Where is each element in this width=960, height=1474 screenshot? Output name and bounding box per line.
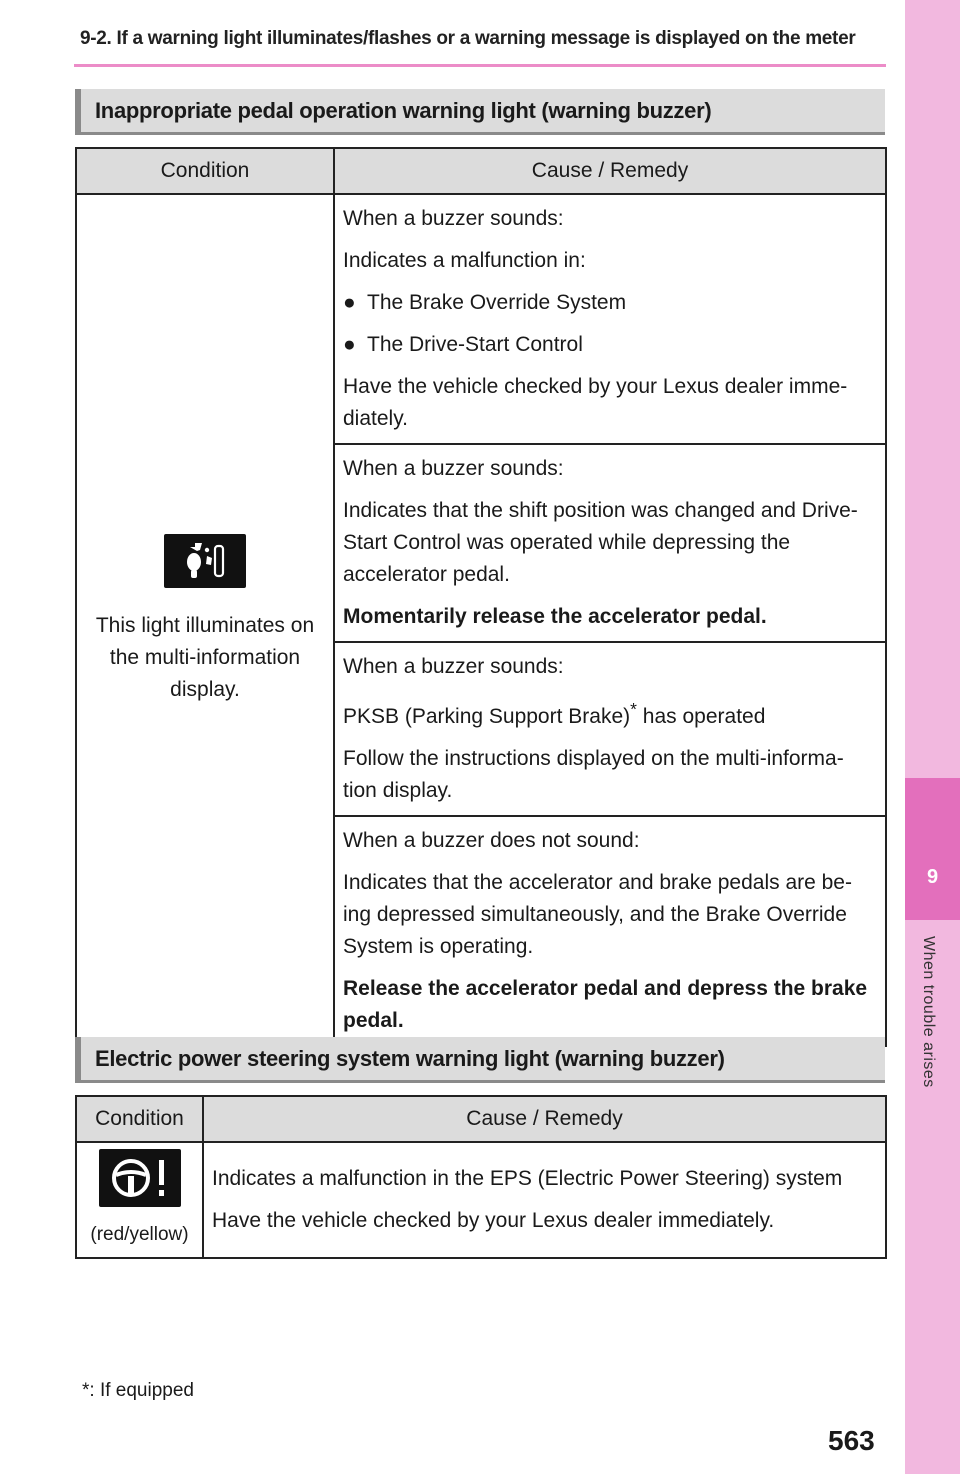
- bullet-text: The Brake Override System: [367, 291, 627, 314]
- bullet-item: [343, 287, 877, 319]
- steering-wheel-warning-icon: [99, 1149, 181, 1207]
- col-header-condition: Condition: [76, 1096, 203, 1142]
- remedy-row-3-line-2: [343, 693, 877, 733]
- eps-remedy-line-2: Have the vehicle checked by your Lexus dealer immediately.: [212, 1209, 775, 1232]
- footnote-marker: *: [630, 699, 637, 719]
- remedy-row-2-line-2: Indicates that the shift position was changed and Drive-Start Control was operated while depressing the accelerator pedal.: [343, 499, 858, 586]
- remedy-row-3-line-3: Follow the instructions displayed on the multi-informa-tion display.: [343, 747, 844, 802]
- bullet-dot-icon: ●: [343, 333, 356, 356]
- col-header-condition: Condition: [76, 148, 334, 194]
- eps-condition-cell: [76, 1142, 203, 1258]
- eps-remedy-cell: [203, 1142, 886, 1258]
- chapter-label: When trouble arises: [920, 936, 937, 1088]
- remedy-row-1-line-1: When a buzzer sounds:: [343, 207, 564, 230]
- chapter-tab-highlight: [905, 778, 960, 920]
- pedal-operation-warning-icon: [164, 534, 246, 588]
- running-header: 9-2. If a warning light illuminates/flashes or a warning message is displayed on the meter: [80, 28, 856, 49]
- pksb-tail: has operated: [636, 705, 766, 728]
- remedy-row-4-action: Release the accelerator pedal and depress the brake pedal.: [343, 977, 868, 1032]
- remedy-row-2-action: Momentarily release the accelerator pedal.: [343, 605, 767, 628]
- section-title-pedal: Inappropriate pedal operation warning light (warning buzzer): [95, 98, 712, 123]
- remedy-row-4-line-1: When a buzzer does not sound:: [343, 829, 640, 852]
- condition-description: This light illuminates on the multi-information display.: [95, 614, 315, 701]
- pedal-warning-table: [75, 147, 887, 1047]
- remedy-row-2: [334, 444, 886, 642]
- footnote: *: If equipped: [82, 1380, 194, 1401]
- col-header-remedy: Cause / Remedy: [334, 148, 886, 194]
- bullet-text: The Drive-Start Control: [367, 333, 583, 356]
- remedy-row-1-line-2: Indicates a malfunction in:: [343, 249, 586, 272]
- remedy-row-4-line-2: Indicates that the accelerator and brake pedals are be-ing depressed simultaneously, and the Brake Override System is operating.: [343, 871, 852, 958]
- remedy-row-1: [334, 194, 886, 444]
- remedy-row-2-line-1: When a buzzer sounds:: [343, 457, 564, 480]
- pksb-text: PKSB (Parking Support Brake): [343, 705, 631, 728]
- remedy-row-1-line-3: Have the vehicle checked by your Lexus dealer imme-diately.: [343, 375, 848, 430]
- condition-cell: [76, 194, 334, 1046]
- chapter-side-tab: [905, 0, 960, 1474]
- eps-icon-caption: (red/yellow): [90, 1224, 189, 1245]
- col-header-remedy: Cause / Remedy: [203, 1096, 886, 1142]
- section-title-bar-eps: [75, 1037, 885, 1083]
- section-title-eps: Electric power steering system warning light (warning buzzer): [95, 1046, 725, 1071]
- eps-remedy-line-1: Indicates a malfunction in the EPS (Electric Power Steering) system: [212, 1167, 843, 1190]
- remedy-row-3-line-1: When a buzzer sounds:: [343, 655, 564, 678]
- bullet-item: [343, 329, 877, 361]
- page-number: 563: [828, 1425, 875, 1456]
- remedy-row-3: [334, 642, 886, 816]
- bullet-dot-icon: ●: [343, 291, 356, 314]
- chapter-number: 9: [926, 866, 939, 888]
- header-rule: [74, 64, 886, 67]
- remedy-row-4: [334, 816, 886, 1046]
- eps-warning-table: [75, 1095, 887, 1259]
- section-title-bar-pedal: [75, 89, 885, 135]
